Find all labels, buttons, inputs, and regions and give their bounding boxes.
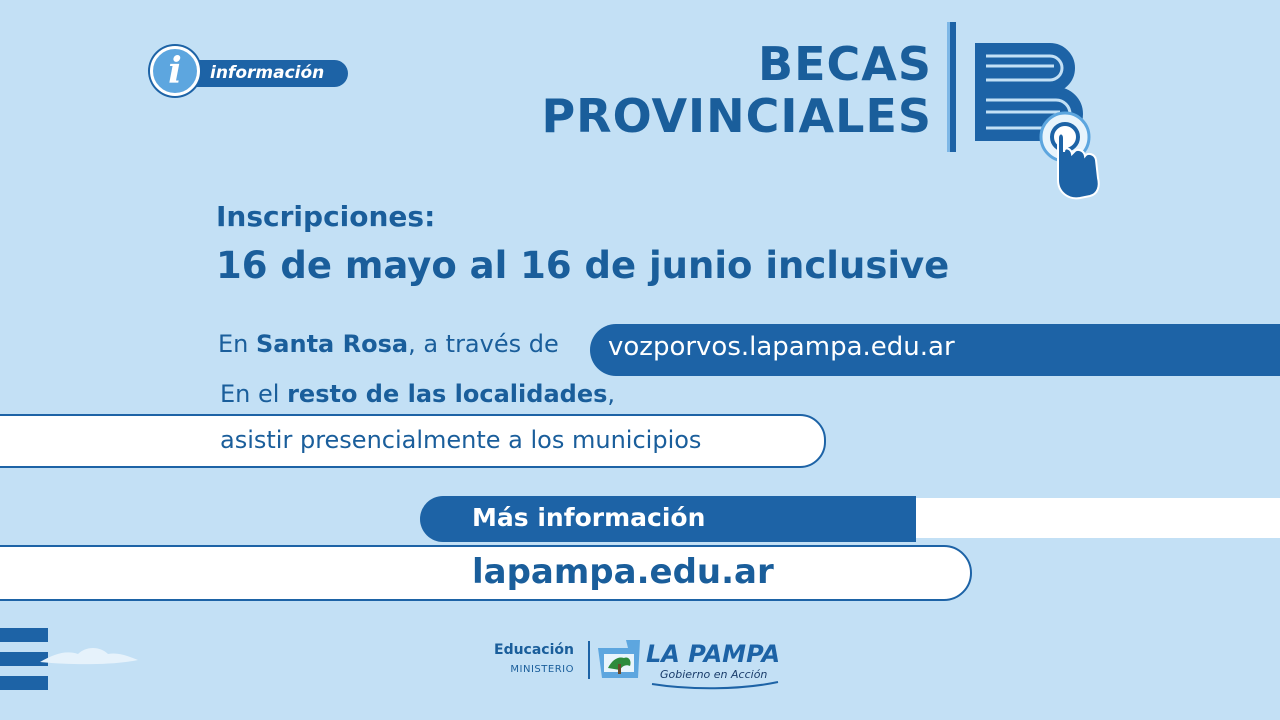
lapampa-band	[0, 545, 972, 601]
la-pampa-emblem-icon	[596, 638, 644, 682]
mas-info-band	[420, 496, 916, 542]
book-hand-icon	[972, 40, 1102, 202]
vozporvos-link[interactable]: vozporvos.lapampa.edu.ar	[608, 332, 955, 362]
santa-rosa-suffix: , a través de	[408, 330, 559, 358]
title-line2: PROVINCIALES	[541, 89, 932, 143]
ministerio-label: MINISTERIO	[510, 664, 574, 675]
footer-divider	[588, 641, 590, 679]
title-line1: BECAS	[758, 37, 932, 91]
mas-info-label: Más información	[472, 503, 706, 532]
municipios-band	[0, 414, 826, 468]
la-pampa-brand: LA PAMPA	[646, 640, 781, 668]
resto-bold: resto de las localidades	[287, 380, 608, 408]
resto-suffix: ,	[607, 380, 616, 408]
title-divider	[947, 22, 956, 152]
info-badge	[150, 46, 350, 100]
resto-text	[220, 380, 615, 408]
santa-rosa-city: Santa Rosa	[256, 330, 409, 358]
santa-rosa-text	[218, 330, 559, 358]
santa-rosa-prefix: En	[218, 330, 257, 358]
inscripciones-dates: 16 de mayo al 16 de junio inclusive	[216, 244, 950, 287]
info-icon	[150, 46, 200, 96]
la-pampa-tagline: Gobierno en Acción	[660, 668, 768, 681]
mas-info-white-strip	[916, 498, 1280, 538]
municipios-text: asistir presencialmente a los municipios	[220, 426, 702, 454]
inscripciones-label: Inscripciones:	[216, 200, 436, 233]
resto-prefix: En el	[220, 380, 288, 408]
tagline-swoosh-icon	[650, 680, 780, 692]
ministerio-edu: Educación	[494, 642, 574, 658]
lapampa-link[interactable]: lapampa.edu.ar	[472, 552, 774, 592]
info-badge-label: información	[210, 63, 325, 83]
ministerio-logo	[494, 642, 574, 675]
cloud-icon	[40, 640, 140, 680]
vozporvos-band	[590, 324, 1280, 376]
info-icon-letter: i	[168, 50, 182, 92]
